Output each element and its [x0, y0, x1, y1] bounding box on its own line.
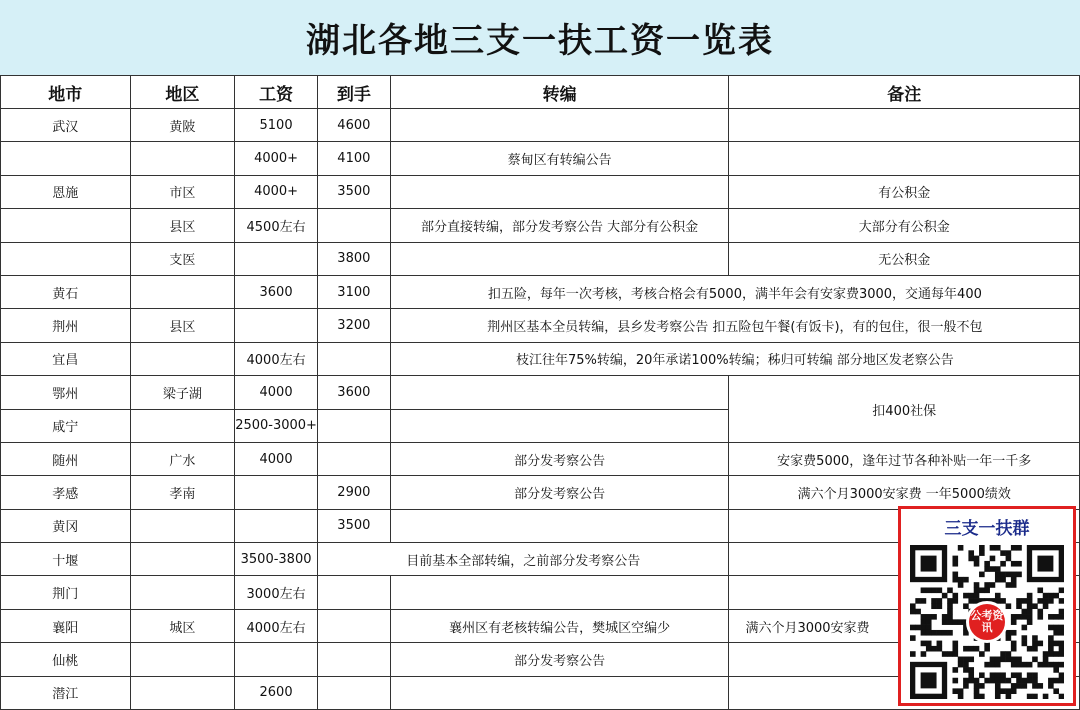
cell-zhuanbian: [390, 175, 729, 208]
cell-city: 随州: [1, 442, 131, 475]
cell-merged-note: 枝江往年75%转编，20年承诺100%转编；秭归可转编 部分地区发老察公告: [390, 342, 1079, 375]
cell-note: 有公积金: [729, 175, 1080, 208]
cell-area: 广水: [130, 442, 235, 475]
cell-area: 梁子湖: [130, 376, 235, 409]
table-row: [1, 309, 1080, 342]
cell-note: 安家费5000，逢年过节各种补贴一年一千多: [729, 442, 1080, 475]
cell-area: [130, 576, 235, 609]
cell-area: 县区: [130, 209, 235, 242]
cell-salary: 2600: [235, 676, 318, 709]
cell-net: [317, 609, 390, 642]
cell-zhuanbian: [390, 576, 729, 609]
cell-zhuanbian: [390, 242, 729, 275]
cell-city: 潜江: [1, 676, 131, 709]
cell-note: 满六个月3000安家费: [729, 609, 1080, 642]
table-header-row: [1, 76, 1080, 109]
cell-salary: [235, 309, 318, 342]
cell-city: 仙桃: [1, 643, 131, 676]
cell-city: 荆门: [1, 576, 131, 609]
cell-city: 恩施: [1, 175, 131, 208]
cell-zhuanbian: 目前基本全部转编，之前部分发考察公告: [317, 543, 728, 576]
cell-city: [1, 209, 131, 242]
cell-net: 4100: [317, 142, 390, 175]
cell-area: 支医: [130, 242, 235, 275]
cell-salary: [235, 242, 318, 275]
cell-area: 黄陂: [130, 109, 235, 142]
cell-net: [317, 342, 390, 375]
cell-city: 黄石: [1, 275, 131, 308]
cell-zhuanbian: 部分发考察公告: [390, 442, 729, 475]
cell-zhuanbian: 蔡甸区有转编公告: [390, 142, 729, 175]
cell-salary: 4000+: [235, 175, 318, 208]
cell-city: 咸宁: [1, 409, 131, 442]
cell-net: 3600: [317, 376, 390, 409]
cell-merged-note: 荆州区基本全员转编，县乡发考察公告 扣五险包午餐(有饭卡)，有的包住，很一般不包: [390, 309, 1079, 342]
cell-net: 4600: [317, 109, 390, 142]
cell-salary: 4000: [235, 442, 318, 475]
cell-net: 3500: [317, 175, 390, 208]
header-note: 备注: [729, 76, 1080, 109]
cell-note: 无公积金: [729, 242, 1080, 275]
page-title: 湖北各地三支一扶工资一览表: [0, 0, 1080, 76]
table-row: [1, 342, 1080, 375]
cell-salary: 3500-3800: [235, 543, 318, 576]
cell-area: 孝南: [130, 476, 235, 509]
cell-zhuanbian: 部分发考察公告: [390, 476, 729, 509]
cell-salary: 3000左右: [235, 576, 318, 609]
cell-salary: 3600: [235, 275, 318, 308]
header-city: 地市: [1, 76, 131, 109]
cell-area: [130, 409, 235, 442]
table-row: [1, 376, 1080, 409]
qr-code-image[interactable]: [910, 545, 1064, 699]
cell-salary: [235, 643, 318, 676]
cell-city: 荆州: [1, 309, 131, 342]
table-row: [1, 209, 1080, 242]
header-zhuanbian: 转编: [390, 76, 729, 109]
cell-zhuanbian: 襄州区有老核转编公告，樊城区空编少: [390, 609, 729, 642]
cell-net: [317, 209, 390, 242]
cell-zhuanbian: [390, 109, 729, 142]
cell-net: 2900: [317, 476, 390, 509]
cell-salary: [235, 509, 318, 542]
cell-city: [1, 142, 131, 175]
cell-salary: 4000左右: [235, 609, 318, 642]
cell-area: [130, 342, 235, 375]
cell-note: [729, 142, 1080, 175]
qr-logo: 公考资讯: [966, 601, 1008, 643]
cell-note: [729, 109, 1080, 142]
cell-city: [1, 242, 131, 275]
cell-net: [317, 442, 390, 475]
cell-salary: 2500-3000+: [235, 409, 318, 442]
cell-area: [130, 676, 235, 709]
cell-net: 3500: [317, 509, 390, 542]
cell-net: [317, 643, 390, 676]
cell-merged-note: 扣五险，每年一次考核，考核合格会有5000，满半年会有安家费3000，交通每年400: [390, 275, 1079, 308]
cell-salary: 4000: [235, 376, 318, 409]
qr-title: 三支一扶群: [944, 519, 1030, 539]
cell-city: 武汉: [1, 109, 131, 142]
cell-note: 大部分有公积金: [729, 209, 1080, 242]
cell-area: 县区: [130, 309, 235, 342]
cell-salary: [235, 476, 318, 509]
cell-city: 孝感: [1, 476, 131, 509]
cell-net: 3800: [317, 242, 390, 275]
cell-salary: 4000+: [235, 142, 318, 175]
cell-city: 十堰: [1, 543, 131, 576]
cell-net: [317, 676, 390, 709]
cell-city: 鄂州: [1, 376, 131, 409]
cell-net: 3100: [317, 275, 390, 308]
table-row: [1, 242, 1080, 275]
table-row: [1, 476, 1080, 509]
header-salary: 工资: [235, 76, 318, 109]
table-row: [1, 109, 1080, 142]
table-row: [1, 275, 1080, 308]
cell-note: 满六个月3000安家费 一年5000绩效: [729, 476, 1080, 509]
cell-area: 城区: [130, 609, 235, 642]
cell-note: 扣400社保: [729, 376, 1080, 443]
cell-area: [130, 275, 235, 308]
cell-area: [130, 142, 235, 175]
table-row: [1, 142, 1080, 175]
cell-net: 3200: [317, 309, 390, 342]
table-row: [1, 442, 1080, 475]
cell-city: 襄阳: [1, 609, 131, 642]
cell-net: [317, 576, 390, 609]
cell-area: [130, 643, 235, 676]
cell-city: 宜昌: [1, 342, 131, 375]
header-net: 到手: [317, 76, 390, 109]
qr-code-panel[interactable]: [898, 506, 1076, 706]
cell-salary: 4500左右: [235, 209, 318, 242]
cell-zhuanbian: [390, 509, 729, 542]
cell-zhuanbian: [390, 676, 729, 709]
cell-zhuanbian: [390, 409, 729, 442]
header-area: 地区: [130, 76, 235, 109]
cell-zhuanbian: 部分直接转编，部分发考察公告 大部分有公积金: [390, 209, 729, 242]
table-row: [1, 175, 1080, 208]
cell-salary: 5100: [235, 109, 318, 142]
cell-net: [317, 409, 390, 442]
cell-zhuanbian: [390, 376, 729, 409]
cell-area: [130, 509, 235, 542]
cell-salary: 4000左右: [235, 342, 318, 375]
cell-area: [130, 543, 235, 576]
cell-area: 市区: [130, 175, 235, 208]
cell-city: 黄冈: [1, 509, 131, 542]
cell-zhuanbian: 部分发考察公告: [390, 643, 729, 676]
